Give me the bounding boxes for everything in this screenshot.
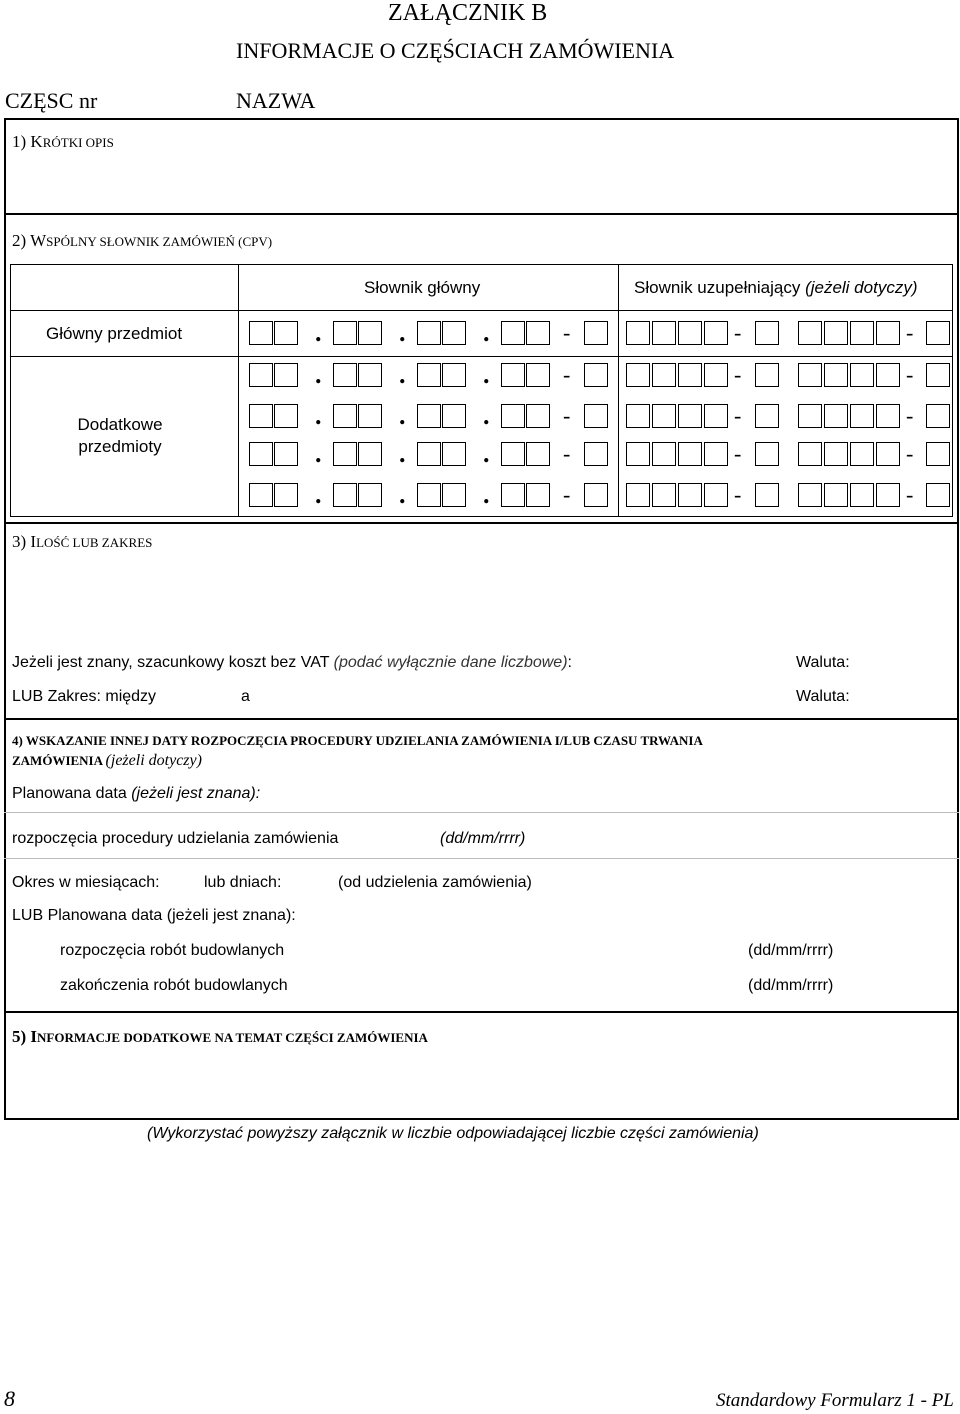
cpv-digit-cell[interactable]	[249, 442, 273, 466]
cpv-digit-cell[interactable]	[526, 442, 550, 466]
works-end-label: zakończenia robót budowlanych	[60, 977, 288, 994]
cpv-digit-cell[interactable]	[417, 404, 441, 428]
section4-title: 4) WSKAZANIE INNEJ DATY ROZPOCZĘCIA PROCEDURY UDZIELANIA ZAMÓWIENIA I/LUB CZASU TRWANIA ZAMÓWIENIA (jeżeli dotyczy)	[12, 733, 703, 769]
cpv-digit-cell[interactable]	[358, 442, 382, 466]
cpv-digit-cell[interactable]	[926, 321, 950, 345]
cpv-digit-cell[interactable]	[501, 404, 525, 428]
cpv-digit-cell[interactable]	[876, 404, 900, 428]
cpv-digit-cell[interactable]	[850, 363, 874, 387]
cpv-dot-separator: .	[483, 401, 490, 430]
cpv-digit-cell[interactable]	[274, 442, 298, 466]
cpv-digit-cell[interactable]	[442, 442, 466, 466]
cpv-dash-separator: -	[563, 362, 571, 387]
cpv-digit-cell[interactable]	[652, 321, 676, 345]
cpv-dash-separator: -	[734, 362, 742, 387]
cpv-digit-cell[interactable]	[626, 483, 650, 507]
page-number: 8	[4, 1386, 15, 1411]
cpv-dash-separator: -	[906, 362, 914, 387]
cpv-digit-cell[interactable]	[850, 442, 874, 466]
cpv-dash-separator: -	[906, 403, 914, 428]
currency-label-2: Waluta:	[796, 688, 850, 705]
cpv-digit-cell[interactable]	[417, 321, 441, 345]
cpv-digit-cell[interactable]	[526, 321, 550, 345]
cpv-digit-cell[interactable]	[798, 442, 822, 466]
usage-note: (Wykorzystać powyższy załącznik w liczbie odpowiadającej liczbie części zamówienia)	[147, 1125, 759, 1142]
cpv-digit-cell[interactable]	[358, 321, 382, 345]
cpv-digit-cell[interactable]	[501, 321, 525, 345]
cpv-digit-cell[interactable]	[626, 442, 650, 466]
cpv-digit-cell[interactable]	[333, 404, 357, 428]
range-and-label: a	[241, 688, 250, 705]
cpv-digit-cell[interactable]	[755, 404, 779, 428]
cpv-header-line	[10, 310, 953, 311]
cpv-digit-cell[interactable]	[333, 442, 357, 466]
cpv-digit-cell[interactable]	[824, 404, 848, 428]
cpv-digit-cell[interactable]	[926, 483, 950, 507]
cpv-dot-separator: .	[399, 318, 406, 347]
cpv-vline-left	[238, 264, 239, 516]
form-name: Standardowy Formularz 1 - PL	[716, 1390, 954, 1411]
cpv-digit-cell[interactable]	[850, 321, 874, 345]
cpv-dash-separator: -	[734, 441, 742, 466]
cpv-digit-cell[interactable]	[678, 483, 702, 507]
cpv-digit-cell[interactable]	[442, 363, 466, 387]
cpv-digit-cell[interactable]	[249, 363, 273, 387]
cpv-digit-cell[interactable]	[704, 321, 728, 345]
cpv-digit-cell[interactable]	[926, 442, 950, 466]
cpv-dash-separator: -	[734, 320, 742, 345]
cpv-dot-separator: .	[483, 318, 490, 347]
cpv-digit-cell[interactable]	[358, 363, 382, 387]
divider-light	[4, 812, 959, 813]
cpv-main-vocab-header: Słownik główny	[364, 278, 481, 297]
divider	[4, 718, 959, 720]
cpv-digit-cell[interactable]	[755, 321, 779, 345]
cpv-digit-cell[interactable]	[678, 442, 702, 466]
or-planned-date-label: LUB Planowana data (jeżeli jest znana):	[12, 907, 296, 924]
cpv-digit-cell[interactable]	[626, 404, 650, 428]
from-award-label: (od udzielenia zamówienia)	[338, 874, 532, 891]
currency-label-1: Waluta:	[796, 654, 850, 671]
cpv-supp-vocab-header: Słownik uzupełniający (jeżeli dotyczy)	[634, 278, 918, 297]
cpv-digit-cell[interactable]	[652, 483, 676, 507]
cpv-dot-separator: .	[483, 439, 490, 468]
cpv-digit-cell[interactable]	[652, 442, 676, 466]
cpv-digit-cell[interactable]	[417, 442, 441, 466]
cpv-digit-cell[interactable]	[798, 321, 822, 345]
range-label: LUB Zakres: między	[12, 688, 157, 705]
cpv-digit-cell[interactable]	[926, 404, 950, 428]
annex-subtitle: INFORMACJE O CZĘŚCIACH ZAMÓWIENIA	[236, 38, 675, 63]
cpv-top-line	[10, 264, 953, 265]
cpv-dash-separator: -	[906, 320, 914, 345]
cpv-digit-cell[interactable]	[876, 442, 900, 466]
cpv-dot-separator: .	[399, 439, 406, 468]
cpv-digit-cell[interactable]	[417, 363, 441, 387]
cpv-dot-separator: .	[315, 401, 322, 430]
cpv-vline-outer-left	[10, 264, 11, 516]
cpv-digit-cell[interactable]	[274, 363, 298, 387]
estimated-cost-label: Jeżeli jest znany, szacunkowy koszt bez VAT (podać wyłącznie dane liczbowe):	[12, 654, 572, 671]
cpv-digit-cell[interactable]	[333, 363, 357, 387]
part-number-label: CZĘSC nr	[5, 88, 98, 113]
cpv-digit-cell[interactable]	[442, 404, 466, 428]
cpv-main-object-label: Główny przedmiot	[46, 324, 183, 343]
cpv-digit-cell[interactable]	[652, 404, 676, 428]
cpv-dot-separator: .	[483, 360, 490, 389]
section2-title: 2) WSPÓLNY SŁOWNIK ZAMÓWIEŃ (CPV)	[12, 231, 273, 250]
cpv-digit-cell[interactable]	[249, 483, 273, 507]
cpv-dash-separator: -	[906, 441, 914, 466]
cpv-additional-objects-label: Dodatkowe przedmioty	[77, 415, 163, 456]
cpv-main-line	[10, 356, 953, 357]
cpv-digit-cell[interactable]	[704, 363, 728, 387]
cpv-digit-cell[interactable]	[678, 321, 702, 345]
cpv-digit-cell[interactable]	[652, 363, 676, 387]
cpv-digit-cell[interactable]	[249, 321, 273, 345]
cpv-dot-separator: .	[315, 439, 322, 468]
cpv-digit-cell[interactable]	[584, 321, 608, 345]
cpv-digit-cell[interactable]	[526, 363, 550, 387]
cpv-digit-cell[interactable]	[626, 363, 650, 387]
section5-title: 5) INFORMACJE DODATKOWE NA TEMAT CZĘŚCI ZAMÓWIENIA	[12, 1027, 428, 1046]
cpv-digit-cell[interactable]	[358, 404, 382, 428]
cpv-digit-cell[interactable]	[442, 321, 466, 345]
cpv-digit-cell[interactable]	[850, 483, 874, 507]
cpv-digit-cell[interactable]	[626, 321, 650, 345]
cpv-digit-cell[interactable]	[824, 321, 848, 345]
cpv-digit-cell[interactable]	[876, 483, 900, 507]
cpv-digit-cell[interactable]	[876, 321, 900, 345]
date-format-hint: (dd/mm/rrrr)	[440, 830, 526, 847]
cpv-dot-separator: .	[483, 480, 490, 509]
form-frame	[4, 118, 959, 1120]
cpv-digit-cell[interactable]	[755, 442, 779, 466]
cpv-dash-separator: -	[906, 482, 914, 507]
works-start-format: (dd/mm/rrrr)	[748, 942, 834, 959]
cpv-dot-separator: .	[399, 360, 406, 389]
cpv-dash-separator: -	[563, 441, 571, 466]
works-start-label: rozpoczęcia robót budowlanych	[60, 942, 285, 959]
cpv-dot-separator: .	[315, 480, 322, 509]
divider	[4, 213, 959, 215]
cpv-digit-cell[interactable]	[584, 483, 608, 507]
annex-title: ZAŁĄCZNIK B	[388, 0, 548, 26]
cpv-dash-separator: -	[734, 482, 742, 507]
planned-date-label: Planowana data (jeżeli jest znana):	[12, 785, 261, 802]
section3-title: 3) ILOŚĆ LUB ZAKRES	[12, 532, 153, 551]
cpv-digit-cell[interactable]	[526, 404, 550, 428]
cpv-dot-separator: .	[399, 480, 406, 509]
divider	[4, 522, 959, 524]
cpv-digit-cell[interactable]	[678, 404, 702, 428]
cpv-digit-cell[interactable]	[798, 483, 822, 507]
divider-light	[4, 858, 959, 859]
days-label: lub dniach:	[204, 874, 282, 891]
cpv-dot-separator: .	[399, 401, 406, 430]
works-end-format: (dd/mm/rrrr)	[748, 977, 834, 994]
cpv-dash-separator: -	[734, 403, 742, 428]
cpv-bottom-line	[10, 516, 953, 517]
cpv-dash-separator: -	[563, 482, 571, 507]
cpv-digit-cell[interactable]	[824, 363, 848, 387]
cpv-digit-cell[interactable]	[333, 483, 357, 507]
cpv-dot-separator: .	[315, 318, 322, 347]
cpv-digit-cell[interactable]	[274, 404, 298, 428]
cpv-digit-cell[interactable]	[704, 483, 728, 507]
months-label: Okres w miesiącach:	[12, 874, 160, 891]
cpv-digit-cell[interactable]	[755, 363, 779, 387]
cpv-digit-cell[interactable]	[926, 363, 950, 387]
cpv-digit-cell[interactable]	[798, 404, 822, 428]
cpv-digit-cell[interactable]	[704, 404, 728, 428]
cpv-digit-cell[interactable]	[417, 483, 441, 507]
cpv-vline-outer-right	[952, 264, 953, 516]
section1-title: 1) KRÓTKI OPIS	[12, 132, 114, 151]
name-label: NAZWA	[236, 88, 316, 113]
cpv-digit-cell[interactable]	[501, 363, 525, 387]
cpv-vline-mid	[618, 264, 619, 516]
cpv-digit-cell[interactable]	[274, 321, 298, 345]
procedure-start-label: rozpoczęcia procedury udzielania zamówienia	[12, 830, 339, 847]
cpv-digit-cell[interactable]	[704, 442, 728, 466]
cpv-digit-cell[interactable]	[824, 483, 848, 507]
cpv-digit-cell[interactable]	[333, 321, 357, 345]
cpv-digit-cell[interactable]	[798, 363, 822, 387]
cpv-digit-cell[interactable]	[249, 404, 273, 428]
cpv-digit-cell[interactable]	[501, 442, 525, 466]
cpv-digit-cell[interactable]	[876, 363, 900, 387]
cpv-digit-cell[interactable]	[274, 483, 298, 507]
cpv-digit-cell[interactable]	[358, 483, 382, 507]
cpv-dash-separator: -	[563, 403, 571, 428]
divider	[4, 1011, 959, 1013]
cpv-digit-cell[interactable]	[526, 483, 550, 507]
cpv-digit-cell[interactable]	[584, 404, 608, 428]
cpv-digit-cell[interactable]	[755, 483, 779, 507]
cpv-digit-cell[interactable]	[501, 483, 525, 507]
cpv-digit-cell[interactable]	[442, 483, 466, 507]
cpv-digit-cell[interactable]	[678, 363, 702, 387]
cpv-digit-cell[interactable]	[584, 442, 608, 466]
cpv-digit-cell[interactable]	[824, 442, 848, 466]
cpv-dash-separator: -	[563, 320, 571, 345]
cpv-digit-cell[interactable]	[850, 404, 874, 428]
cpv-digit-cell[interactable]	[584, 363, 608, 387]
cpv-dot-separator: .	[315, 360, 322, 389]
